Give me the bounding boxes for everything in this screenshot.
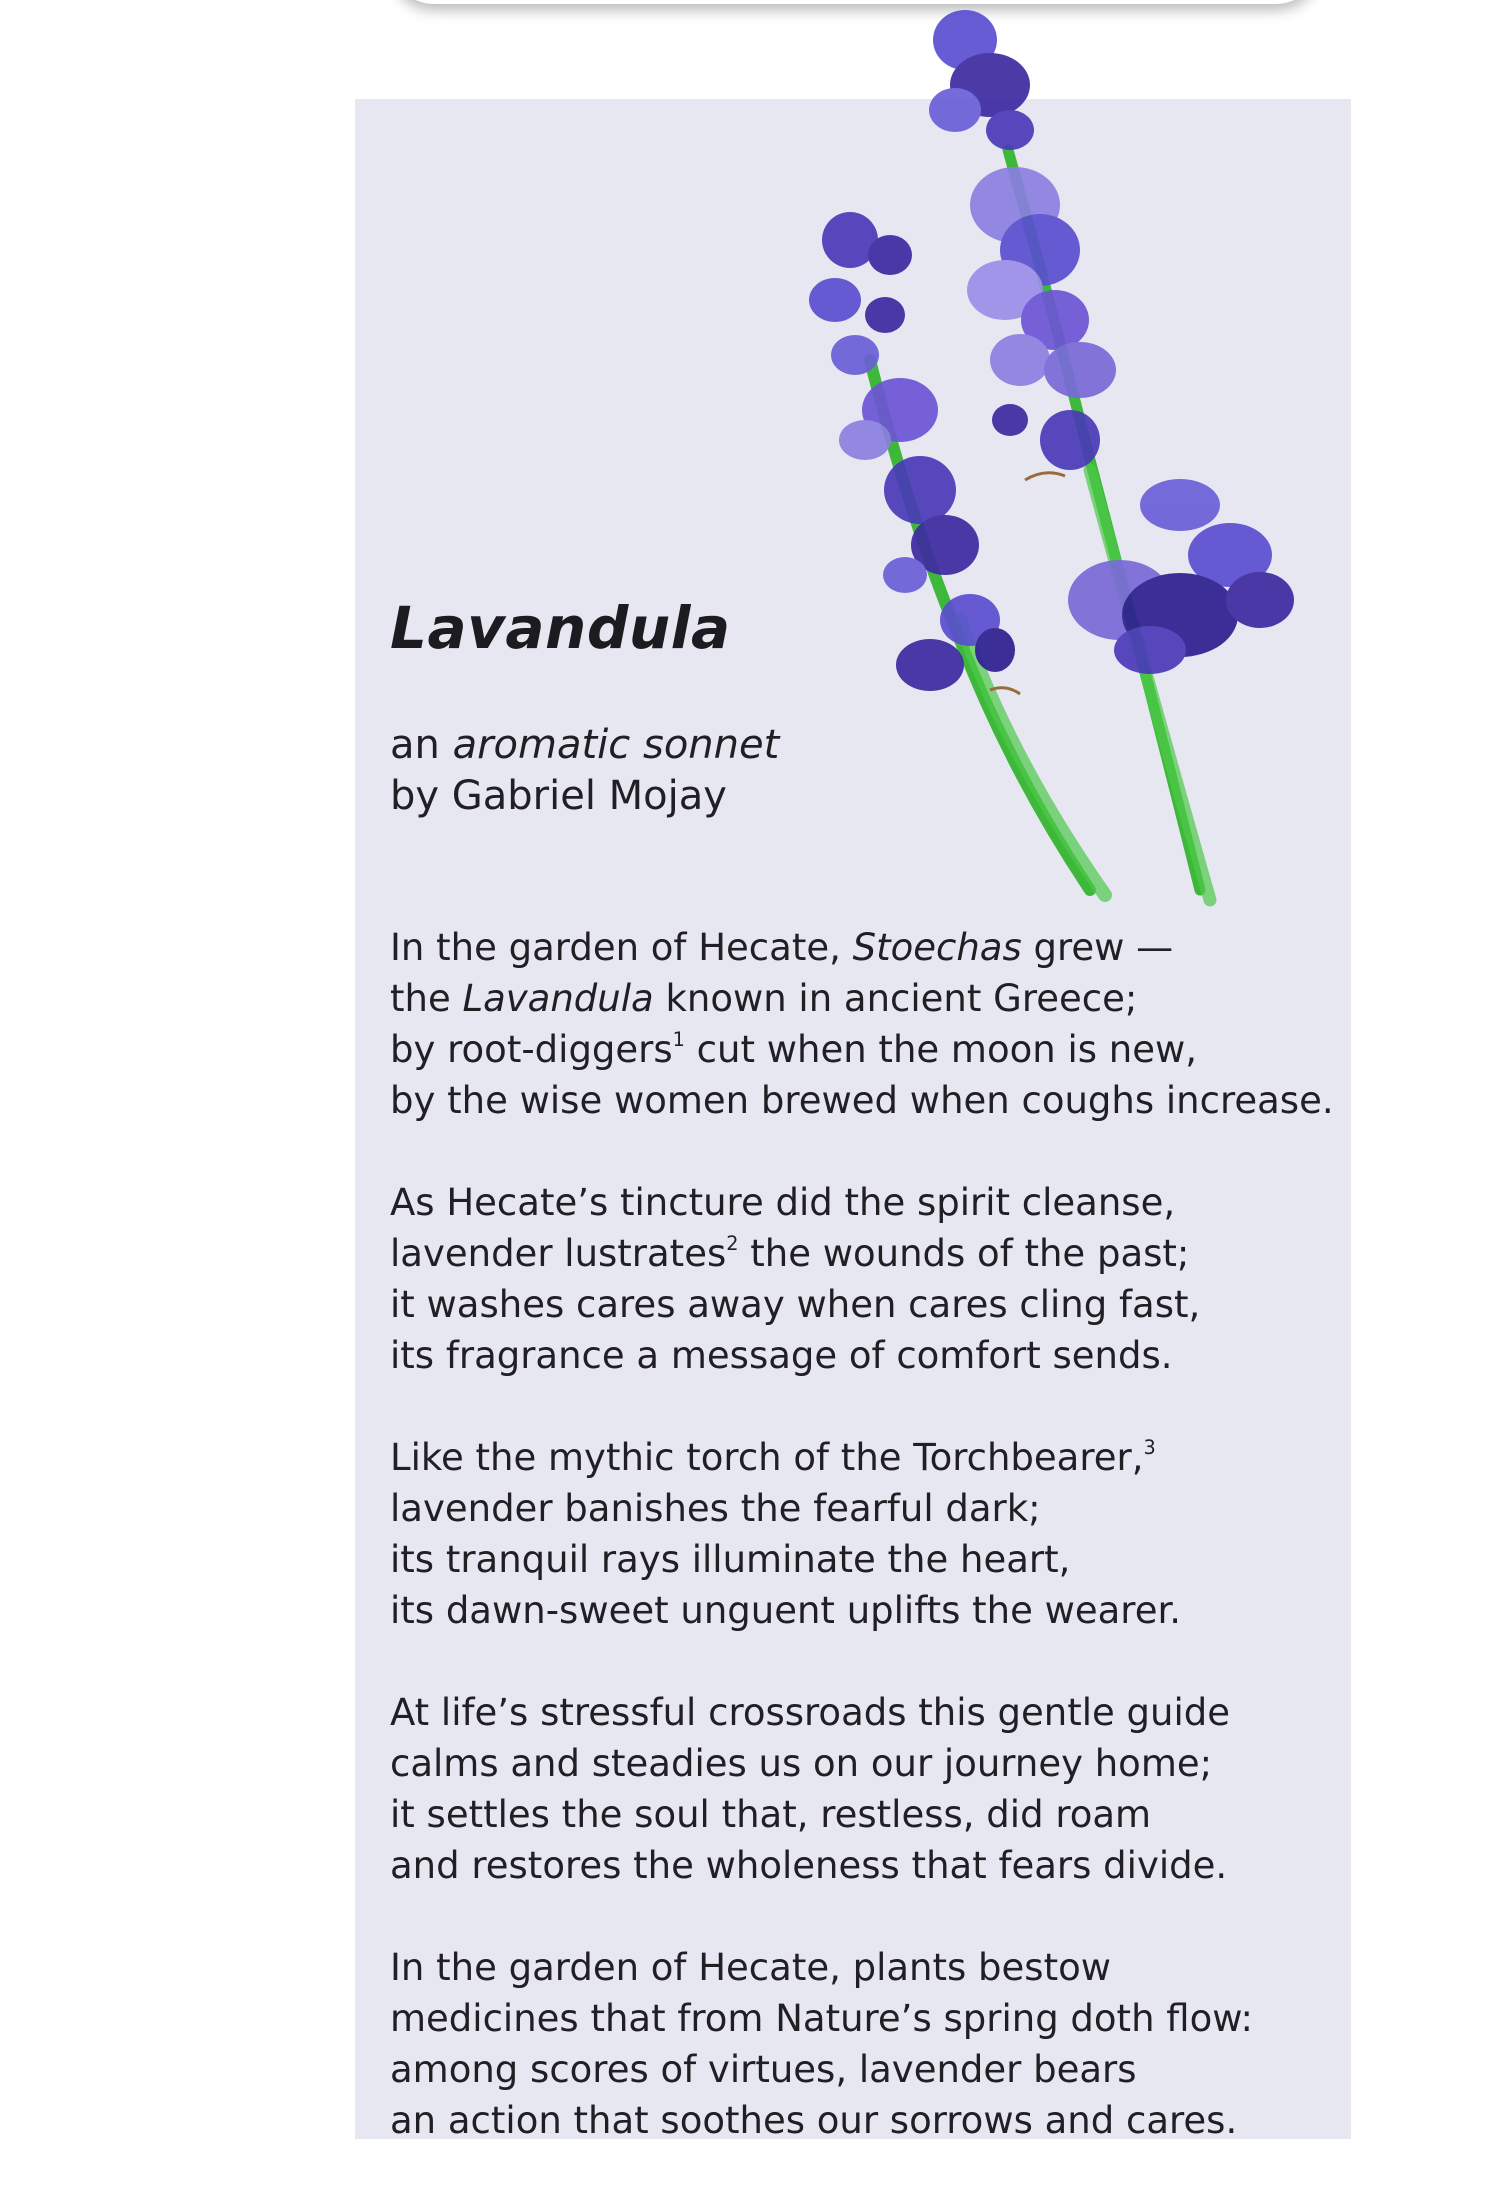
poem-title: Lavandula — [390, 594, 731, 662]
verse-text: Like the mythic torch of the Torchbearer, — [390, 1436, 1144, 1479]
verse-line — [390, 1432, 1334, 1483]
verse-text: In the garden of Hecate, — [390, 926, 853, 969]
poem-byline: by Gabriel Mojay — [390, 773, 727, 819]
verse-line: its fragrance a message of comfort sends. — [390, 1334, 1173, 1377]
verse-line: As Hecate’s tincture did the spirit cleanse, — [390, 1181, 1176, 1224]
stanza-5 — [390, 1942, 1334, 2146]
verse-text: the wounds of the past; — [738, 1232, 1190, 1275]
verse-line — [390, 1024, 1334, 1075]
verse-line: its tranquil rays illuminate the heart, — [390, 1538, 1071, 1581]
footnote-marker: 3 — [1143, 1435, 1156, 1459]
subtitle-line — [390, 720, 779, 771]
verse-line: an action that soothes our sorrows and cares. — [390, 2099, 1238, 2142]
lavender-sprigs-icon — [760, 0, 1340, 910]
stanza-2 — [390, 1177, 1334, 1381]
verse-line: it settles the soul that, restless, did roam — [390, 1793, 1152, 1836]
verse-line — [390, 922, 1334, 973]
footnote-marker: 2 — [726, 1231, 739, 1255]
verse-line — [390, 1228, 1334, 1279]
verse-line: and restores the wholeness that fears divide. — [390, 1844, 1228, 1887]
verse-text: the — [390, 977, 463, 1020]
poem-body — [390, 922, 1334, 2197]
verse-italic: Stoechas — [852, 926, 1022, 969]
verse-line: At life’s stressful crossroads this gentle guide — [390, 1691, 1231, 1734]
stanza-3 — [390, 1432, 1334, 1636]
verse-text: known in ancient Greece; — [653, 977, 1138, 1020]
verse-line: its dawn-sweet unguent uplifts the wearer. — [390, 1589, 1182, 1632]
verse-line — [390, 973, 1334, 1024]
verse-text: cut when the moon is new, — [684, 1028, 1197, 1071]
subtitle-italic: aromatic sonnet — [452, 722, 780, 768]
verse-text: by root-diggers — [390, 1028, 673, 1071]
verse-line: by the wise women brewed when coughs increase. — [390, 1079, 1334, 1122]
stanza-1 — [390, 922, 1334, 1126]
stanza-4 — [390, 1687, 1334, 1891]
verse-line: among scores of virtues, lavender bears — [390, 2048, 1137, 2091]
verse-line: medicines that from Nature’s spring doth flow: — [390, 1997, 1253, 2040]
footnote-marker: 1 — [672, 1027, 685, 1051]
verse-text: grew — — [1021, 926, 1174, 969]
verse-line: In the garden of Hecate, plants bestow — [390, 1946, 1111, 1989]
poem-subtitle — [390, 720, 779, 822]
verse-line: it washes cares away when cares cling fast, — [390, 1283, 1201, 1326]
subtitle-prefix: an — [390, 722, 453, 768]
verse-line: calms and steadies us on our journey home; — [390, 1742, 1213, 1785]
verse-text: lavender lustrates — [390, 1232, 727, 1275]
verse-line: lavender banishes the fearful dark; — [390, 1487, 1041, 1530]
verse-italic: Lavandula — [462, 977, 654, 1020]
